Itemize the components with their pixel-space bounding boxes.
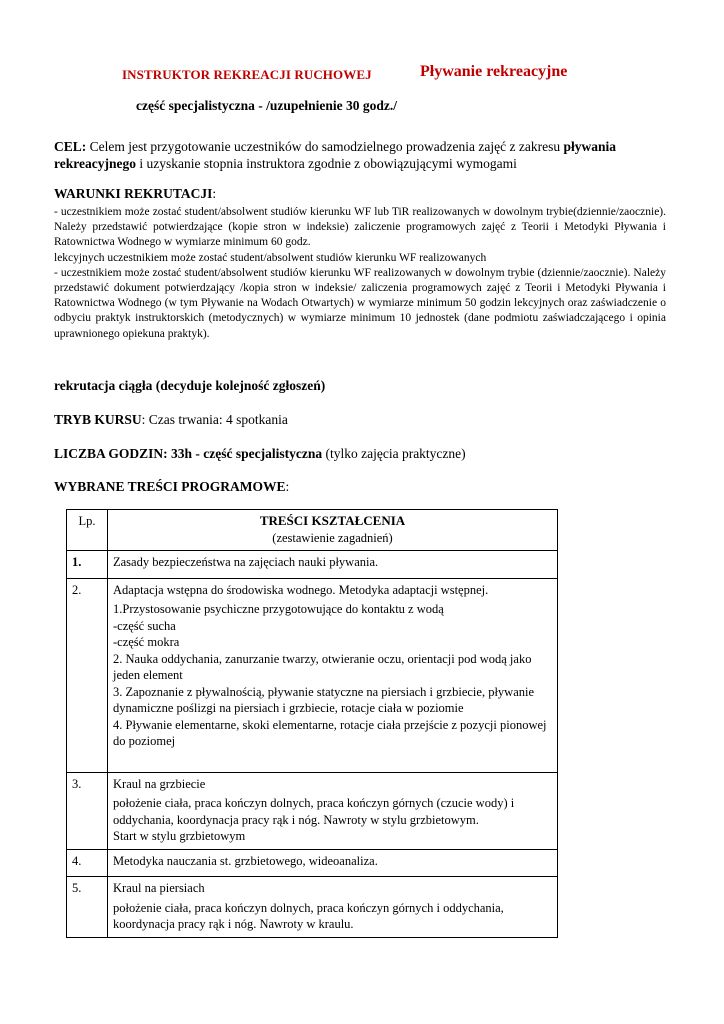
tresci-heading-label: WYBRANE TREŚCI PROGRAMOWE [54, 479, 286, 494]
table-row [67, 578, 558, 772]
row-number: 4. [67, 849, 108, 877]
table-header-lp-text: Lp. [78, 514, 96, 528]
row-spacer [113, 750, 552, 758]
table-header-subtitle: (zestawienie zagadnień) [272, 530, 393, 545]
row-title: Zasady bezpieczeństwa na zajęciach nauki pływania. [113, 555, 379, 569]
liczba-value: (tylko zajęcia praktyczne) [322, 446, 466, 461]
table-row [67, 772, 558, 849]
warunki-paragraph-1: - uczestnikiem może zostać student/absolwent studiów kierunku WF lub TiR realizowanych w dowolnym trybie(dziennie/zaocznie). Należy przedstawić potwierdzające (kopie stron w indeksie) zaliczenie programowych zajęć z Teorii i Metodyki Pływania i Ratownictwa Wodnego w wymiarze minimum 60 godz. [54, 206, 666, 249]
table-header-content [108, 510, 558, 551]
warunki-heading-colon: : [212, 186, 217, 201]
row-detail-line: 1.Przystosowanie psychiczne przygotowujące do kontaktu z wodą [113, 602, 444, 616]
row-title: Adaptacja wstępna do środowiska wodnego. Metodyka adaptacji wstępnej. [113, 582, 489, 597]
row-content [108, 772, 558, 849]
row-content [108, 551, 558, 579]
row-detail-line: 3. Zapoznanie z pływalnością, pływanie statyczne na piersiach i grzbiecie, pływanie dynamiczne poślizgi na piersiach i grzbiecie, rotacje ciała w poziomie [113, 684, 535, 715]
warunki-paragraph-2: - uczestnikiem może zostać student/absolwent studiów kierunku WF realizowanych w dowolnym trybie (dziennie/zaocznie). Należy przedstawić dokument potwierdzający /kopia stron w indeksie/ zaliczenia programowych zajęć z Teorii i Metodyki Pływania i Ratownictwa Wodnego (w tym Pływanie na Wodach Otwartych) w wymiarze minimum 50 godzin lekcyjnych oraz zaświadczenie o odbyciu praktyk instruktorskich (metodycznych) w wymiarze minimum 10 jednostek (dane podmiotu zaświadczającego i opinia uprawnionego opiekuna praktyk). [54, 266, 666, 340]
row-number: 2. [67, 578, 108, 772]
cel-paragraph [54, 138, 670, 172]
row-content [108, 849, 558, 877]
cel-text-1: Celem jest przygotowanie uczestników do samodzielnego prowadzenia zajęć z zakresu [86, 139, 564, 154]
row-content [108, 877, 558, 938]
row-detail-line: 4. Pływanie elementarne, skoki elementarne, rotacje ciała przejście z pozycji pionowej do poziomej [113, 717, 547, 748]
row-detail-line: 2. Nauka oddychania, zanurzanie twarzy, otwieranie oczu, orientacji pod wodą jako jeden element [113, 651, 532, 682]
title-row [122, 63, 568, 84]
cel-label: CEL: [54, 139, 87, 154]
row-detail-line: -część mokra [113, 635, 180, 649]
course-type-title: INSTRUKTOR REKREACJI RUCHOWEJ [122, 67, 372, 82]
tryb-line [54, 412, 288, 428]
row-detail-line: Start w stylu grzbietowym [113, 829, 246, 843]
course-name-title: Pływanie rekreacyjne [420, 63, 568, 80]
table-body [67, 551, 558, 938]
warunki-text [54, 205, 666, 342]
tresci-heading [54, 479, 289, 495]
liczba-label: LICZBA GODZIN: 33h - część specjalistyczna [54, 446, 323, 461]
row-content [108, 578, 558, 772]
table-header-title: TREŚCI KSZTAŁCENIA [259, 513, 406, 528]
table-header-row [67, 510, 558, 551]
table-row [67, 877, 558, 938]
table-row [67, 849, 558, 877]
rekrutacja-line: rekrutacja ciągła (decyduje kolejność zgłoszeń) [54, 378, 326, 393]
table-row [67, 551, 558, 579]
warunki-heading [54, 186, 216, 202]
program-table [66, 509, 558, 938]
row-detail-line: położenie ciała, praca kończyn dolnych, praca kończyn górnych i oddychania, koordynacja pracy rąk i nóg. Nawroty w kraulu. [113, 900, 504, 931]
tresci-heading-colon: : [285, 479, 290, 494]
row-number: 1. [67, 551, 108, 579]
tryb-label: TRYB KURSU [54, 412, 142, 427]
row-detail-line: -część sucha [113, 618, 176, 633]
warunki-paragraph-1b: lekcyjnych uczestnikiem może zostać student/absolwent studiów kierunku WF realizowanych [54, 251, 487, 264]
warunki-heading-label: WARUNKI REKRUTACJI [54, 186, 213, 201]
subtitle: część specjalistyczna - /uzupełnienie 30 godz./ [136, 98, 397, 113]
liczba-line [54, 446, 466, 462]
row-number: 3. [67, 772, 108, 849]
row-title: Metodyka nauczania st. grzbietowego, wideoanaliza. [113, 853, 378, 868]
cel-text-2: i uzyskanie stopnia instruktora zgodnie z obowiązującymi wymogami [135, 156, 517, 171]
table-header-lp [67, 510, 108, 551]
tryb-value: : Czas trwania: 4 spotkania [141, 412, 288, 427]
row-number: 5. [67, 877, 108, 938]
row-title: Kraul na piersiach [113, 881, 205, 895]
cel-bold: pływania rekreacyjnego [54, 139, 616, 171]
row-detail-line: położenie ciała, praca kończyn dolnych, praca kończyn górnych (czucie wody) i oddychania, koordynacja pracy rąk i nóg. Nawroty w stylu grzbietowym. [113, 796, 515, 827]
row-title: Kraul na grzbiecie [113, 776, 206, 791]
